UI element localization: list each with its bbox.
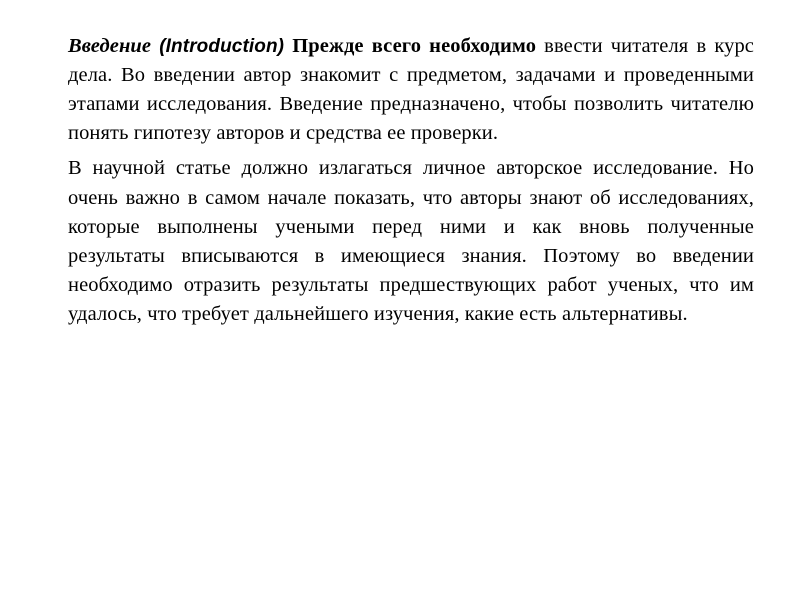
text-content-block: [68, 32, 754, 329]
introduction-heading-latin: (Introduction): [159, 36, 285, 57]
introduction-heading-ru: Введение: [68, 35, 152, 57]
introduction-body: ввести читателя в курс дела. Во введении автор знакомит с предметом, задачами и проведенными этапами исследования. Введение предназначено, чтобы позволить читателю понять гипотезу авторов и средства ее проверки.: [68, 35, 755, 145]
research-body: В научной статье должно излагаться личное авторское исследование. Но очень важно в самом начале показать, что авторы знают об исследованиях, которые выполнены учеными перед ними и как вновь полученные результаты вписываются в имеющиеся знания. Поэтому во введении необходимо отразить результаты предшествующих работ ученых, что им удалось, что требует дальнейшего изучения, какие есть альтернативы.: [68, 157, 754, 325]
introduction-bold-start: Прежде всего необходимо: [292, 35, 537, 57]
paragraph-introduction: [68, 32, 754, 148]
paragraph-research: [68, 154, 754, 329]
